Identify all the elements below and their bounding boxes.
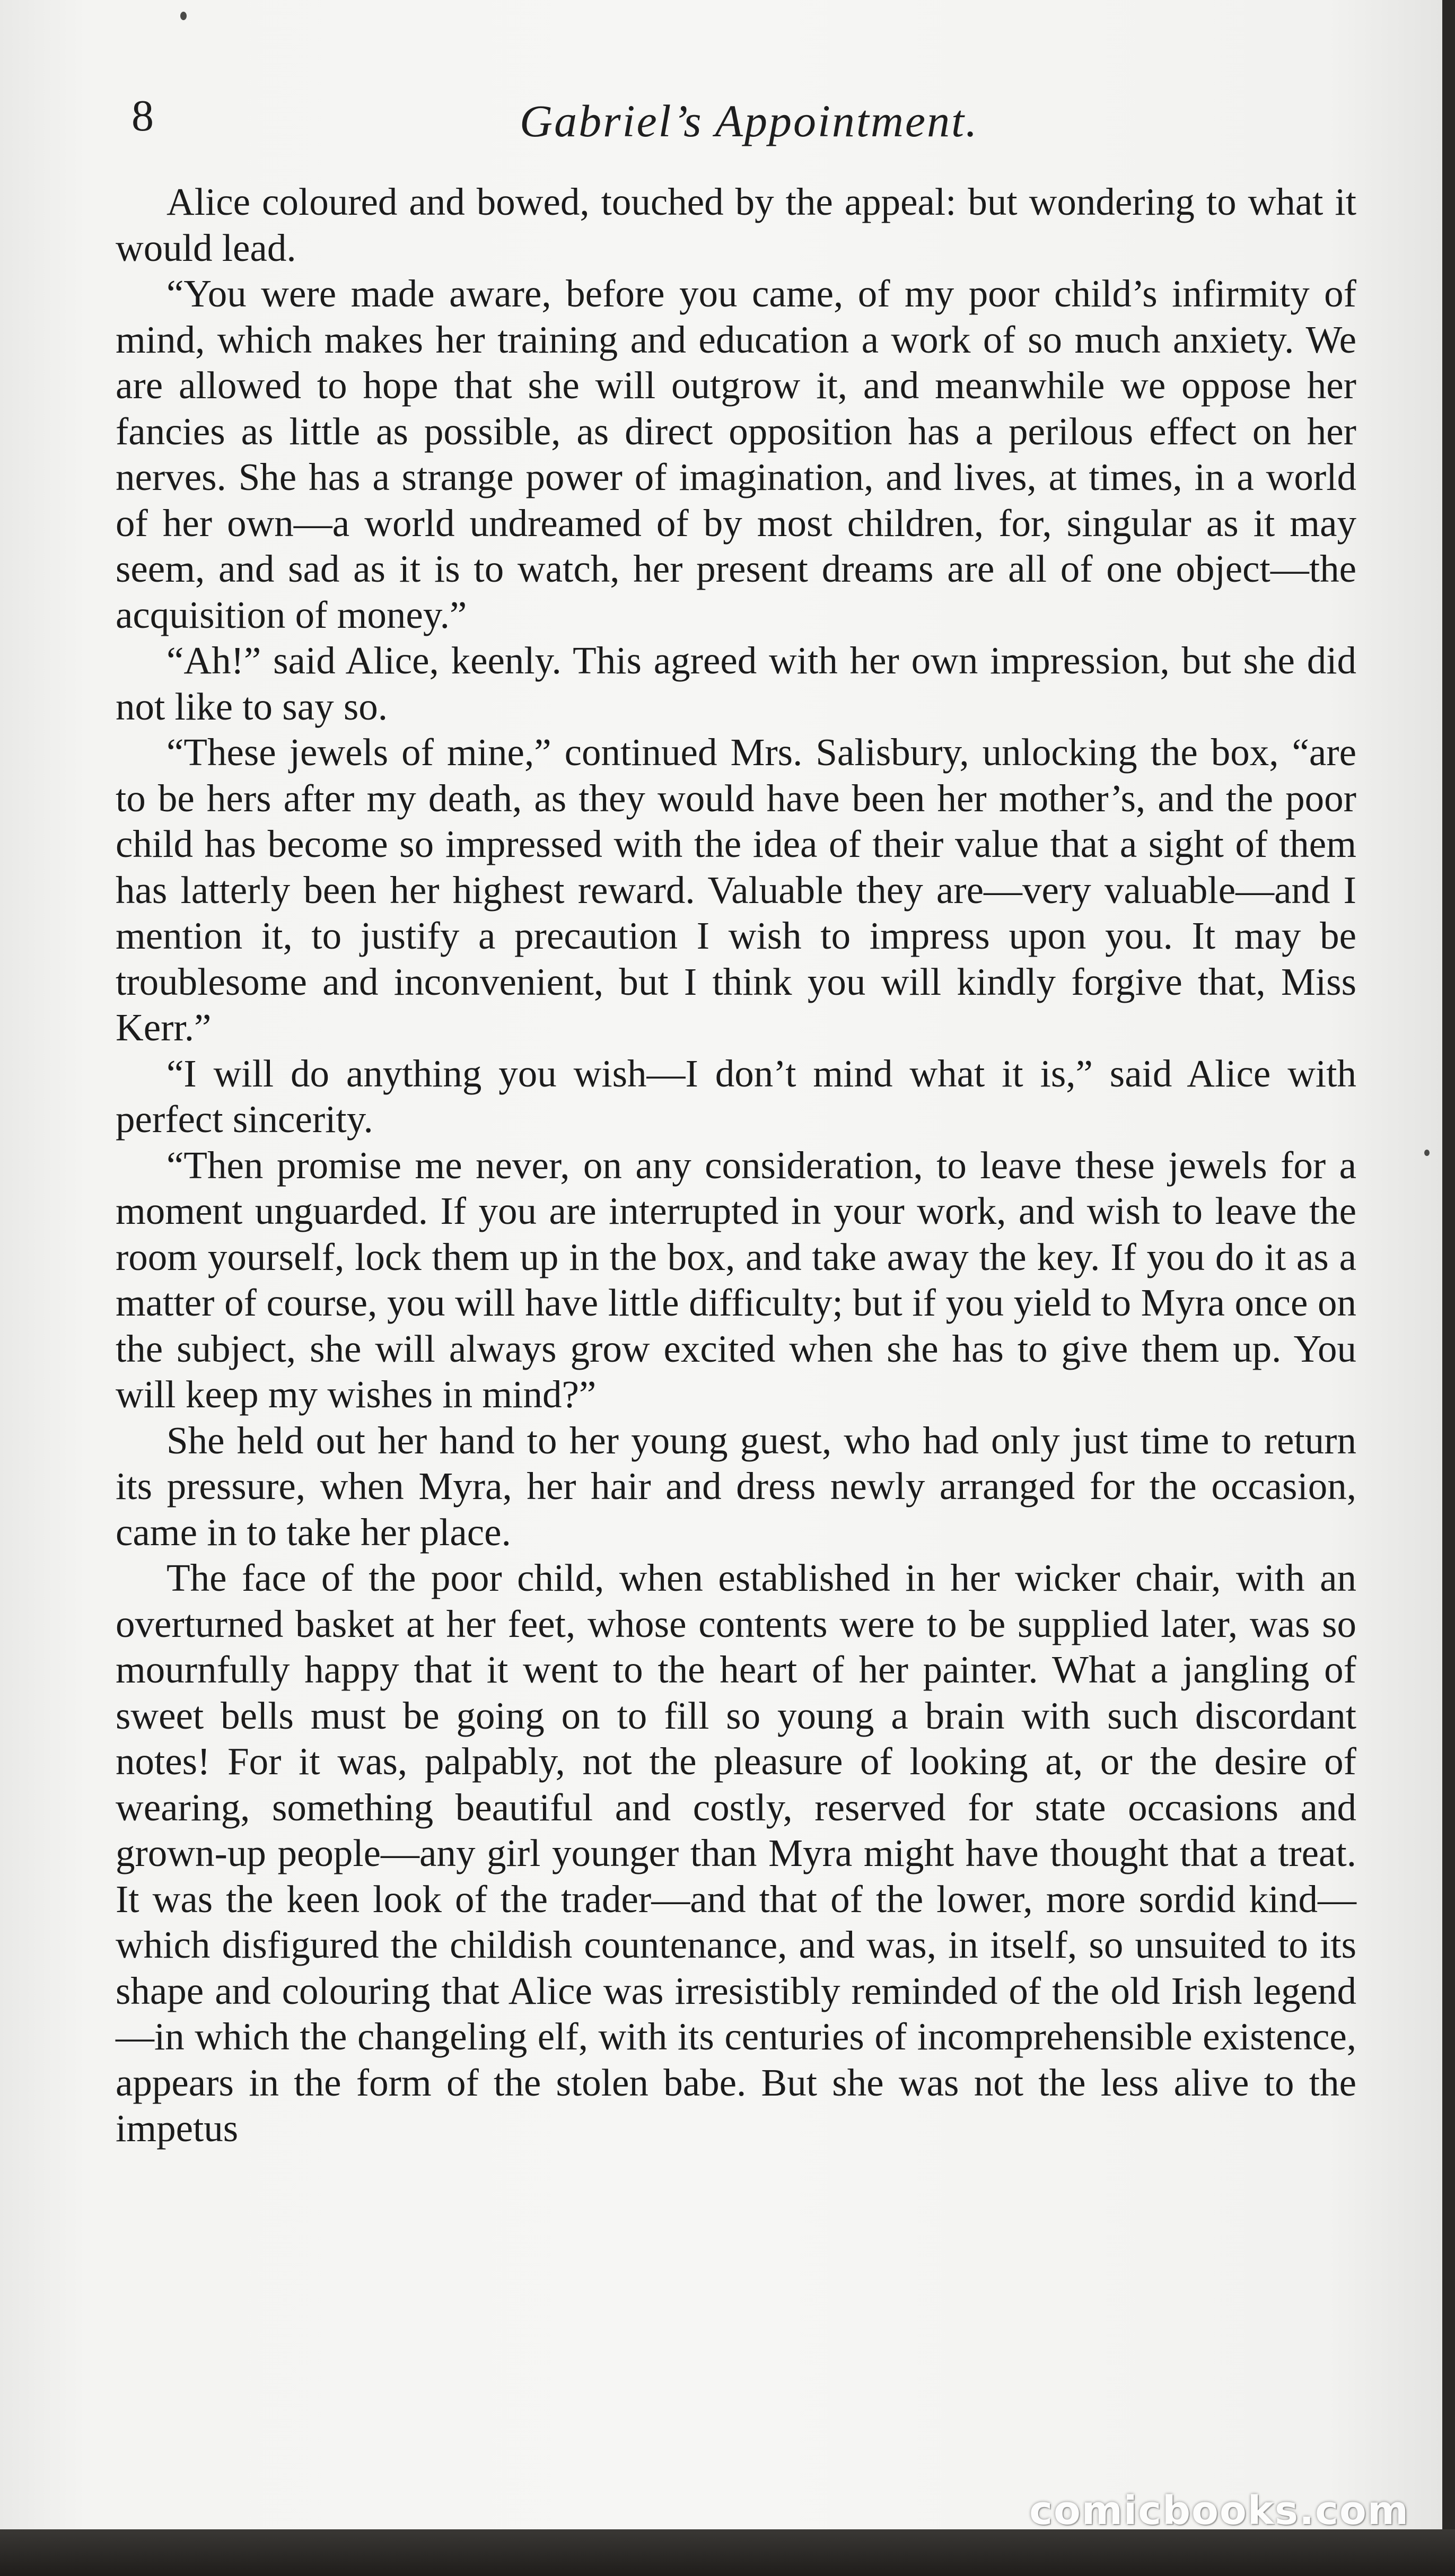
running-title: Gabriel’s Appointment. xyxy=(520,95,979,146)
ink-speck xyxy=(1424,1150,1430,1156)
ink-speck xyxy=(180,12,187,20)
paragraph: “You were made aware, before you came, of my poor child’s infirmity of mind, which makes her training and education a work of so much anxiety. We are allowed to hope that she will outgrow it, and meanwhile we oppose her fancies as little as possible, as direct opposition has a perilous effect on her nerves. She has a strange power of imagination, and lives, at times, in a world of her own—a world undreamed of by most children, for, singular as it may seem, and sad as it is to watch, her present dreams are all of one object—the acquisition of money.” xyxy=(116,272,1356,636)
scan-bottom-edge xyxy=(0,2529,1455,2576)
paragraph: “Then promise me never, on any consideration, to leave these jewels for a moment unguarded. If you are interrupted in your work, and wish to leave the room yourself, lock them up in the box, and take away the key. If you do it as a matter of course, you will have little difficulty; but if you yield to Myra once on the subject, she will always grow excited when she has to give them up. You will keep my wishes in mind?” xyxy=(116,1143,1356,1416)
body-text xyxy=(116,179,1356,2152)
paragraph: “These jewels of mine,” continued Mrs. Salisbury, unlocking the box, “are to be hers after my death, as they would have been her mother’s, and the poor child has become so impressed with the idea of their value that a sight of them has latterly been her highest reward. Valuable they are—very valuable—and I mention it, to justify a precaution I wish to impress upon you. It may be troublesome and inconvenient, but I think you will kindly forgive that, Miss Kerr.” xyxy=(116,731,1356,1049)
paragraph: She held out her hand to her young guest, who had only just time to return its pressure, when Myra, her hair and dress newly arranged for the occasion, came in to take her place. xyxy=(116,1418,1356,1554)
paragraph: The face of the poor child, when established in her wicker chair, with an overturned basket at her feet, whose contents were to be supplied later, was so mournfully happy that it went to the heart of her painter. What a jangling of sweet bells must be going on to fill so young a brain with such discordant notes! For it was, palpably, not the pleasure of looking at, or the desire of wearing, something beautiful and costly, reserved for state occasions and grown-up people—any girl younger than Myra might have thought that a treat. It was the keen look of the trader—and that of the lower, more sordid kind—which disfigured the childish countenance, and was, in itself, so unsuited to its shape and colouring that Alice was irresistibly reminded of the old Irish legend—in which the changeling elf, with its centuries of incomprehensible existence, appears in the form of the stolen babe. But she was not the less alive to the impetus xyxy=(116,1556,1356,2150)
page-header xyxy=(0,85,1442,159)
paragraph: Alice coloured and bowed, touched by the appeal: but wondering to what it would lead. xyxy=(116,180,1356,269)
site-watermark: comicbooks.com xyxy=(1029,2488,1409,2529)
paragraph: “Ah!” said Alice, keenly. This agreed with her own impression, but she did not like to say so. xyxy=(116,639,1356,728)
page-number: 8 xyxy=(132,91,154,141)
paragraph: “I will do anything you wish—I don’t mind what it is,” said Alice with perfect sincerity. xyxy=(116,1052,1356,1141)
